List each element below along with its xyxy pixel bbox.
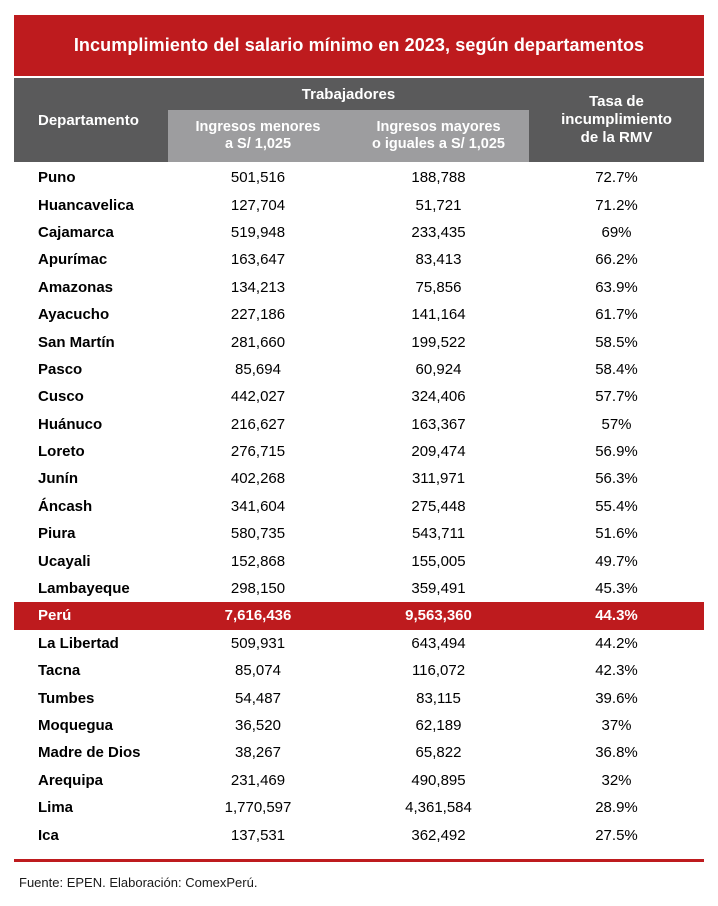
table-row — [14, 301, 704, 328]
cell-tasa-incumplimiento: 58.4% — [595, 360, 638, 378]
table-row — [14, 465, 704, 492]
cell-ingresos-menores: 163,647 — [230, 251, 286, 269]
table-row — [14, 575, 704, 602]
cell-ingresos-menores: 501,516 — [230, 169, 286, 187]
table-row — [14, 164, 704, 191]
cell-departamento: Ica — [38, 826, 59, 844]
bottom-red-rule — [14, 859, 704, 862]
cell-ingresos-mayores: 275,448 — [411, 497, 466, 515]
cell-tasa-incumplimiento: 28.9% — [595, 799, 638, 817]
cell-departamento: Áncash — [38, 497, 93, 515]
cell-tasa-incumplimiento: 57.7% — [595, 388, 638, 406]
cell-ingresos-menores: 36,520 — [235, 717, 281, 734]
cell-tasa-incumplimiento: 51.6% — [595, 525, 638, 543]
table-row — [14, 219, 704, 246]
cell-departamento: Madre de Dios — [38, 744, 141, 762]
column-header-departamento-label: Departamento — [38, 111, 139, 129]
cell-ingresos-menores: 85,074 — [235, 662, 281, 680]
ingresos-mayores-line1: Ingresos mayores — [376, 119, 501, 135]
cell-tasa-incumplimiento: 42.3% — [595, 662, 638, 680]
cell-ingresos-mayores: 4,361,584 — [405, 799, 472, 817]
cell-departamento: Tumbes — [38, 689, 95, 707]
cell-ingresos-mayores: 209,474 — [411, 443, 466, 461]
cell-ingresos-menores: 341,604 — [230, 497, 286, 515]
table-row — [14, 712, 704, 739]
cell-ingresos-mayores: 311,971 — [411, 470, 466, 488]
cell-departamento: Junín — [38, 470, 78, 488]
cell-ingresos-mayores: 65,822 — [415, 744, 462, 762]
cell-tasa-incumplimiento: 44.2% — [595, 634, 638, 652]
cell-tasa-incumplimiento: 72.7% — [595, 169, 638, 187]
cell-ingresos-menores: 1,770,597 — [224, 799, 292, 817]
cell-departamento: Tacna — [38, 662, 81, 680]
table-row — [14, 739, 704, 766]
cell-ingresos-mayores: 83,115 — [416, 689, 461, 707]
source-note: Fuente: EPEN. Elaboración: ComexPerú. — [19, 874, 258, 890]
column-header-ingresos-menores — [168, 110, 348, 162]
cell-departamento: Cajamarca — [38, 223, 114, 241]
cell-tasa-incumplimiento: 57% — [601, 415, 632, 433]
cell-ingresos-mayores: 155,005 — [411, 552, 466, 570]
cell-ingresos-menores: 298,150 — [230, 580, 286, 598]
cell-tasa-incumplimiento: 49.7% — [595, 552, 638, 570]
cell-ingresos-mayores: 362,492 — [411, 826, 466, 844]
cell-tasa-incumplimiento: 36.8% — [595, 744, 638, 762]
cell-departamento: Ucayali — [38, 552, 91, 570]
cell-ingresos-mayores: 324,406 — [411, 388, 466, 406]
cell-departamento: Lima — [38, 799, 74, 817]
cell-departamento: Perú — [38, 607, 72, 625]
table-row — [14, 520, 704, 547]
cell-ingresos-mayores: 199,522 — [411, 333, 466, 351]
cell-ingresos-menores: 519,948 — [230, 223, 286, 241]
table-row — [14, 383, 704, 410]
table-row — [14, 328, 704, 355]
ingresos-menores-line2: a S/ 1,025 — [224, 136, 292, 152]
tasa-header-line1: Tasa de — [589, 93, 644, 110]
cell-tasa-incumplimiento: 66.2% — [595, 251, 638, 269]
cell-ingresos-mayores: 51,721 — [415, 196, 462, 214]
group-header-trabajadores-label: Trabajadores — [301, 85, 396, 103]
ingresos-menores-line1: Ingresos menores — [195, 119, 321, 135]
cell-tasa-incumplimiento: 37% — [601, 717, 632, 734]
cell-departamento: Amazonas — [38, 278, 114, 296]
cell-departamento: Cusco — [38, 388, 84, 406]
cell-ingresos-mayores: 9,563,360 — [405, 607, 472, 625]
cell-tasa-incumplimiento: 56.9% — [595, 443, 638, 461]
cell-ingresos-mayores: 75,856 — [415, 278, 462, 296]
cell-ingresos-menores: 281,660 — [230, 333, 286, 351]
table-row — [14, 274, 704, 301]
cell-ingresos-mayores: 233,435 — [411, 223, 466, 241]
cell-ingresos-mayores: 359,491 — [411, 580, 466, 598]
cell-departamento: Arequipa — [38, 771, 104, 789]
table-row — [14, 246, 704, 273]
cell-ingresos-menores: 216,627 — [230, 415, 286, 433]
cell-departamento: Apurímac — [38, 251, 108, 269]
cell-ingresos-mayores: 188,788 — [411, 169, 466, 187]
table-row — [14, 767, 704, 794]
cell-departamento: Loreto — [38, 443, 85, 461]
cell-departamento: Huancavelica — [38, 196, 134, 214]
table-row — [14, 356, 704, 383]
cell-ingresos-mayores: 643,494 — [411, 634, 466, 652]
table-row — [14, 657, 704, 684]
cell-tasa-incumplimiento: 63.9% — [595, 278, 638, 296]
cell-departamento: San Martín — [38, 333, 115, 351]
cell-tasa-incumplimiento: 71.2% — [595, 196, 638, 214]
table-row — [14, 794, 704, 821]
cell-departamento: La Libertad — [38, 634, 119, 652]
cell-ingresos-mayores: 83,413 — [415, 251, 462, 269]
tasa-header-line2: incumplimiento — [561, 111, 672, 128]
cell-ingresos-menores: 127,704 — [230, 196, 286, 214]
sub-header-box — [168, 110, 529, 162]
table-row — [14, 411, 704, 438]
cell-tasa-incumplimiento: 69% — [601, 223, 632, 241]
cell-tasa-incumplimiento: 58.5% — [595, 333, 638, 351]
cell-departamento: Moquegua — [38, 717, 113, 734]
tasa-header-line3: de la RMV — [580, 129, 653, 146]
cell-ingresos-mayores: 490,895 — [411, 771, 466, 789]
cell-ingresos-menores: 38,267 — [235, 744, 281, 762]
cell-ingresos-menores: 134,213 — [230, 278, 286, 296]
cell-ingresos-menores: 54,487 — [235, 689, 281, 707]
cell-ingresos-menores: 509,931 — [230, 634, 286, 652]
cell-departamento: Pasco — [38, 360, 83, 378]
cell-tasa-incumplimiento: 56.3% — [595, 470, 638, 488]
group-header-trabajadores — [168, 78, 529, 110]
cell-tasa-incumplimiento: 27.5% — [595, 826, 638, 844]
cell-departamento: Ayacucho — [38, 306, 110, 324]
column-header-tasa-incumplimiento — [529, 78, 704, 162]
cell-tasa-incumplimiento: 39.6% — [595, 689, 638, 707]
cell-ingresos-mayores: 141,164 — [411, 306, 466, 324]
cell-ingresos-mayores: 116,072 — [411, 662, 466, 680]
table-body — [14, 164, 704, 849]
cell-ingresos-menores: 152,868 — [230, 552, 286, 570]
page-title: Incumplimiento del salario mínimo en 2023, según departamentos — [73, 35, 645, 55]
table-row — [14, 547, 704, 574]
cell-ingresos-menores: 7,616,436 — [224, 607, 292, 625]
table-header — [14, 78, 704, 162]
cell-ingresos-menores: 137,531 — [230, 826, 286, 844]
cell-tasa-incumplimiento: 32% — [601, 771, 632, 789]
cell-ingresos-menores: 231,469 — [230, 771, 286, 789]
cell-ingresos-mayores: 543,711 — [411, 525, 466, 543]
cell-departamento: Huánuco — [38, 415, 103, 433]
column-header-ingresos-mayores — [348, 110, 529, 162]
table-row — [14, 602, 704, 629]
table-row — [14, 684, 704, 711]
cell-ingresos-menores: 227,186 — [230, 306, 286, 324]
column-header-departamento — [14, 78, 168, 162]
cell-tasa-incumplimiento: 45.3% — [595, 580, 638, 598]
cell-departamento: Piura — [38, 525, 76, 543]
cell-ingresos-mayores: 62,189 — [415, 717, 462, 734]
cell-ingresos-menores: 85,694 — [235, 360, 281, 378]
cell-departamento: Lambayeque — [38, 580, 130, 598]
table-row — [14, 493, 704, 520]
table-row — [14, 438, 704, 465]
cell-departamento: Puno — [38, 169, 76, 187]
cell-tasa-incumplimiento: 55.4% — [595, 497, 638, 515]
title-bar — [14, 15, 704, 76]
table-row — [14, 630, 704, 657]
cell-tasa-incumplimiento: 61.7% — [595, 306, 638, 324]
table-row — [14, 821, 704, 848]
cell-tasa-incumplimiento: 44.3% — [595, 607, 638, 625]
cell-ingresos-menores: 442,027 — [230, 388, 286, 406]
cell-ingresos-menores: 402,268 — [230, 470, 286, 488]
table-row — [14, 191, 704, 218]
cell-ingresos-mayores: 60,924 — [415, 360, 462, 378]
table-content — [14, 15, 704, 890]
column-group-trabajadores — [168, 78, 529, 162]
cell-ingresos-menores: 276,715 — [230, 443, 286, 461]
cell-ingresos-menores: 580,735 — [230, 525, 286, 543]
cell-ingresos-mayores: 163,367 — [411, 415, 466, 433]
ingresos-mayores-line2: o iguales a S/ 1,025 — [372, 136, 505, 152]
